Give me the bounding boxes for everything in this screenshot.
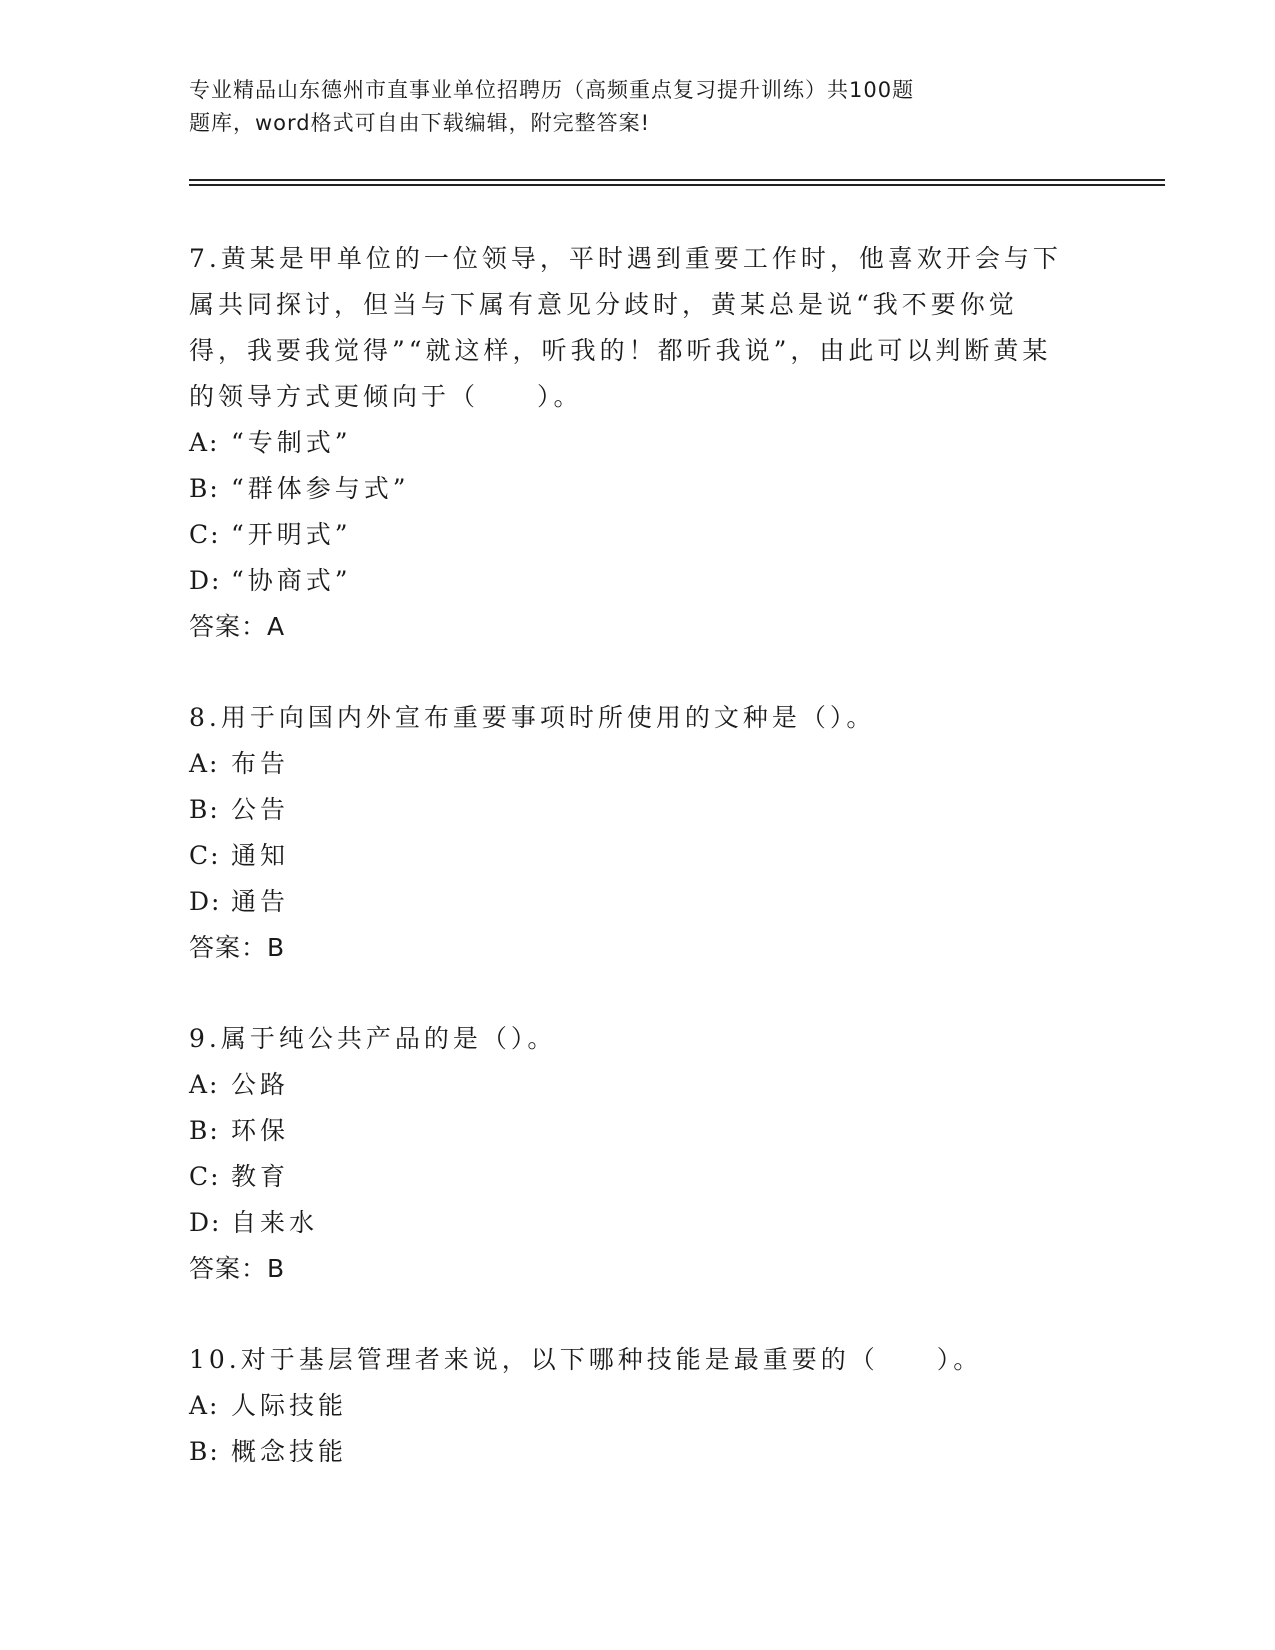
option-text: 人际技能 xyxy=(231,1391,348,1420)
option-text: 布告 xyxy=(231,749,290,778)
option-text: 公告 xyxy=(231,795,290,824)
answer-line: 答案：A xyxy=(189,612,286,641)
option-a xyxy=(189,1062,1089,1108)
option-text: 教育 xyxy=(231,1162,290,1191)
option-key: D: xyxy=(189,566,222,595)
option-d xyxy=(189,879,1089,925)
option-key: B: xyxy=(189,1437,220,1466)
option-text: 通告 xyxy=(231,887,290,916)
option-key: B: xyxy=(189,1116,220,1145)
option-b xyxy=(189,787,1089,833)
option-b xyxy=(189,1108,1089,1154)
option-text: “群体参与式” xyxy=(231,474,410,503)
option-text: 公路 xyxy=(231,1070,290,1099)
option-text: 概念技能 xyxy=(231,1437,348,1466)
option-text: 自来水 xyxy=(231,1208,319,1237)
option-key: A: xyxy=(189,1070,220,1099)
question-7 xyxy=(189,236,1089,650)
question-10 xyxy=(189,1337,1089,1475)
option-key: C: xyxy=(189,841,221,870)
question-stem: 10.对于基层管理者来说，以下哪种技能是最重要的（ ）。 xyxy=(189,1345,983,1374)
answer-line: 答案：B xyxy=(189,1254,286,1283)
header-line-2: 题库，word格式可自由下载编辑，附完整答案! xyxy=(189,111,651,135)
option-a xyxy=(189,1383,1089,1429)
question-9 xyxy=(189,1016,1089,1292)
option-a xyxy=(189,420,1089,466)
option-c xyxy=(189,512,1089,558)
option-b xyxy=(189,466,1089,512)
option-a xyxy=(189,741,1089,787)
option-text: 环保 xyxy=(231,1116,290,1145)
document-header xyxy=(189,74,1019,140)
option-key: B: xyxy=(189,474,220,503)
option-c xyxy=(189,1154,1089,1200)
option-d xyxy=(189,558,1089,604)
option-key: A: xyxy=(189,428,220,457)
option-key: A: xyxy=(189,1391,220,1420)
question-stem: 7.黄某是甲单位的一位领导，平时遇到重要工作时，他喜欢开会与下属共同探讨，但当与下属有意见分歧时，黄某总是说“我不要你觉得，我要我觉得”“就这样，听我的！都听我说”，由此可以判断黄某的领导方式更倾向于（ ）。 xyxy=(189,244,1062,411)
option-text: “开明式” xyxy=(231,520,352,549)
option-key: C: xyxy=(189,520,221,549)
option-key: B: xyxy=(189,795,220,824)
option-b xyxy=(189,1429,1089,1475)
option-key: D: xyxy=(189,1208,222,1237)
option-text: “协商式” xyxy=(231,566,352,595)
question-list xyxy=(189,236,1089,1520)
header-divider-top xyxy=(189,179,1165,181)
header-divider-bottom xyxy=(189,184,1165,186)
question-8 xyxy=(189,695,1089,971)
option-c xyxy=(189,833,1089,879)
question-stem: 9.属于纯公共产品的是（）。 xyxy=(189,1024,557,1053)
header-line-1: 专业精品山东德州市直事业单位招聘历（高频重点复习提升训练）共100题 xyxy=(189,78,915,102)
question-stem: 8.用于向国内外宣布重要事项时所使用的文种是（）。 xyxy=(189,703,876,732)
option-text: 通知 xyxy=(231,841,290,870)
option-key: C: xyxy=(189,1162,221,1191)
option-d xyxy=(189,1200,1089,1246)
option-key: D: xyxy=(189,887,222,916)
answer-line: 答案：B xyxy=(189,933,286,962)
option-key: A: xyxy=(189,749,220,778)
option-text: “专制式” xyxy=(231,428,352,457)
